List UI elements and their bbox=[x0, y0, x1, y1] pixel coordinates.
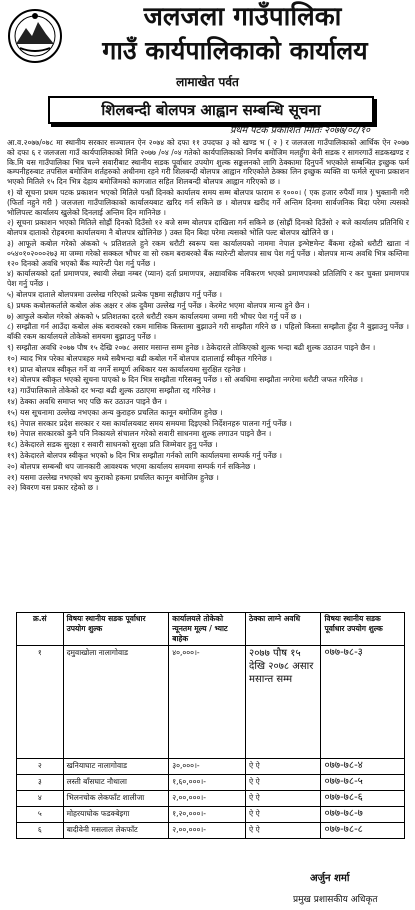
cell-period: ऐ ऐ bbox=[246, 759, 321, 775]
cell-serial: ४ bbox=[17, 791, 64, 807]
cell-road: मोहरयाघोक फडक्बेइगा bbox=[63, 807, 169, 823]
condition-18: १८) ठेकेदारले सडक सुरक्षा र सवारी साधनको सुरक्षा प्रति जिम्मेवार हुनु पर्नेछ । bbox=[7, 440, 218, 450]
condition-11: ११) प्राप्त बोलपत्र स्वीकृत गर्ने वा नगर्ने सम्पूर्ण अधिकार यस कार्यालयमा सुरक्षित रहनेछ । bbox=[7, 364, 246, 374]
cell-price: २,००,०००।- bbox=[169, 791, 246, 807]
cell-period: ऐ ऐ bbox=[246, 791, 321, 807]
header-tender-no: विषयः स्थानीय सडक पूर्वाधार उपयोग शुल्क bbox=[321, 613, 405, 646]
publish-date: प्रथम पटक प्रकाशित मितिः २०७७/०८/१० bbox=[230, 125, 371, 136]
cell-period: ऐ ऐ bbox=[246, 807, 321, 823]
cell-price: १,२०,०००।- bbox=[169, 807, 246, 823]
condition-3: ३) आफूले कबोल गरेको अंकको ५ प्रतिशतले हुने रकम धरौटी स्वरूप यस कार्यालयको नाममा नेपाल इन्भेष्टमेन्ट बैंकमा रहेको धरौटी खाता नं ०५४०१०२०००२७३ मा जम्मा गरेको सक्कल भौचर वा सो रकम बराबरको बैंक ग्यारेन्टी बोलपत्र साथ पेश गर्नु पर्नेछ । बोलपत्र मान्य अवधि भित्र कम्तिमा १२० दिनको अवधि भएको बैंक ग्यारेन्टी पेश गर्नु पर्नेछ । bbox=[7, 238, 409, 268]
municipality-name: जलजला गाउँपालिका bbox=[143, 2, 342, 32]
office-location: लामाखेत पर्वत bbox=[176, 75, 239, 89]
header-period: ठेक्का लाग्ने अवधि bbox=[246, 613, 321, 646]
cell-tender-no: ०७७-७८-७ bbox=[321, 807, 405, 823]
condition-22: २२) बिवरण यस प्रकार रहेको छ । bbox=[7, 483, 99, 493]
signatory-role: प्रमुख प्रशासकीय अधिकृत bbox=[293, 895, 378, 905]
cell-period: ऐ ऐ bbox=[246, 823, 321, 839]
cell-price: ३०,०००।- bbox=[169, 759, 246, 775]
condition-16: १६) नेपाल सरकार प्रदेश सरकार र यस कार्यालयबाट समय समयमा दिइएको निर्देशनहरु पालना गर्नु पर्नेछ । bbox=[7, 418, 292, 428]
table-row bbox=[17, 823, 405, 839]
cell-tender-no: ०७७-७८-५ bbox=[321, 775, 405, 791]
condition-2: २) सूचना प्रकाशन भएको मितिले सोह्रौं दिनको दिउँसो १२ बजे सम्म बोलपत्र दाखिला गर्न सकिने छ (सोह्रौं दिनको दिउँसो २ बजे कार्यालय प्रतिनिधि र बोलपत्र दाताको रोहबरमा कार्यालयमा नै बोलपत्र खोलिनेछ ) उक्त दिन बिदा परेमा त्यसको भोलि पल्ट बोलपत्र खोलिने छ । bbox=[7, 218, 409, 238]
cell-road: लस्ती बाँसघाट नौथाला bbox=[63, 775, 169, 791]
cell-road: दमुवाखोला नालागोवाड bbox=[63, 646, 169, 759]
table-row bbox=[17, 759, 405, 775]
office-name: गाउँ कार्यपालिकाको कार्यालय bbox=[102, 36, 368, 65]
condition-17: १७) नेपाल सरकारको कुनै पनि निकायले संचालन गरेको सवारी साधनमा शुल्क लगाउन पाइने छैन । bbox=[7, 429, 272, 439]
cell-price: २,००,०००।- bbox=[169, 823, 246, 839]
condition-9: ९) सम्झौता अवधि २०७७ पौष १५ देखि २०७८ असार मसान्त सम्म हुनेछ । ठेकेदारले तोकिएको शुल्क भन्दा बढी शुल्क उठाउन पाइने छैन । bbox=[7, 342, 376, 352]
notice-body bbox=[7, 138, 409, 494]
condition-15: १५) यस सूचनामा उल्लेख नभएका अन्य कुराहरु प्रचलित कानून बमोजिम हुनेछ । bbox=[7, 407, 223, 417]
condition-19: १९) ठेकेदारले बोलपत्र स्वीकृत भएको ७ दिन भित्र सम्झौता गर्नको लागि कार्यालयमा सम्पर्क गर्नु पर्नेछ । bbox=[7, 450, 282, 460]
table-row bbox=[17, 775, 405, 791]
condition-14: १४) ठेक्का अवधि समाप्त भए पछि कर उठाउन पाइने छैन । bbox=[7, 396, 167, 406]
signatory-name: अर्जुन शर्मा bbox=[310, 873, 350, 884]
intro-paragraph: आ.व.२०७७/०७८ मा स्थानीय सरकार सञ्चालन ऐन २०७४ को दफा ११ उपदफा ३ को खण्ड भ ( २ ) र जलजला गाउँपालिकाको आर्थिक ऐन २०७७ को दफा ६ र जलजला गाउँ कार्यपालिकाको मिति २०७७ /०४ /०४ गतेको कार्यपालिकाको निर्णय बमोजिम मलहुँगा बेनी सडक र सागरगाउँ सडकखण्ड र कि.मि यस गाउँपालिका भित्र चल्ने सवारीबाट स्थानीय सडक पूर्वाधार उपयोग शुल्क सङ्कलनको लागि ठेक्कामा दिनुपर्ने भएकोले सम्बन्धित इच्छुक फर्म कम्पनीहरुबाट तपसिल बमोजिम शर्तहरुको अधीनमा रहने गरी शिलबन्दी बोलपत्र आह्वान गरिएकोले ठेक्का लिन इच्छुक व्यक्ति वा फर्मले सूचना प्रकाशन भएको मितिले १५ दिन भित्र देहाय बमोजिमको कागजात सहित शिलबन्दी बोलपत्र आह्वान गरिएको छ । bbox=[7, 138, 409, 187]
cell-serial: ५ bbox=[17, 807, 64, 823]
condition-8: ८) सम्झौता गर्न आउँदा कबोल अंक बराबरको रकम मासिक किस्तामा बुझाउने गरी सम्झौता गरिने छ । पहिलो किस्ता सम्झौता हुँदा नै बुझाउनु पर्नेछ । बाँकी रकम कार्यालयले तोकेको समयमा बुझाउनु पर्नेछ । bbox=[7, 322, 409, 342]
cell-tender-no: ०७७-७८-८ bbox=[321, 823, 405, 839]
cell-serial: ६ bbox=[17, 823, 64, 839]
header-min-price: कार्यालयले तोकेको न्यूनतम मूल्य / भ्याट बाहेक bbox=[169, 613, 246, 646]
table-row bbox=[17, 791, 405, 807]
cell-road: बादीवेनी मसलाल लेकफाँट bbox=[63, 823, 169, 839]
condition-13: १३) गाउँपालिकाले तोकेको दर भन्दा बढी शुल्क उठाएमा सम्झौता रद्द गरिनेछ । bbox=[7, 386, 216, 396]
condition-5: ५) बोलपत्र दाताले बोलपत्रमा उल्लेख गरिएको प्रत्येक पृष्ठमा सहीछाप गर्नु पर्नेछ । bbox=[7, 289, 222, 299]
cell-serial: २ bbox=[17, 759, 64, 775]
cell-period: २०७७ पौष १५ देखि २०७८ असार मसान्त सम्म bbox=[246, 646, 321, 759]
condition-1: १) यो सूचना प्रथम पटक प्रकाशन भएको मितिले पन्ध्रौं दिनको कार्यालय समय सम्म बोलपत्र फाराम रु १०००। ( एक हजार रुपैयाँ मात्र ) भुक्तानी गरी (फिर्ता नहुने गरी ) जलजला गाउँपालिकाको कार्यालयबाट खरिद गर्न सकिने छ । बोलपत्र खरीद गर्ने अन्तिम दिनमा सार्वजनिक बिदा परेमा त्यसको भोलिपल्ट कार्यालय खुलेको दिनलाई अन्तिम दिन मानिनेछ । bbox=[7, 187, 409, 217]
table-row bbox=[17, 646, 405, 759]
tender-table bbox=[16, 612, 405, 839]
condition-10: १०) म्याद भित्र परेका बोलपत्रहरु मध्ये सबैभन्दा बढी कबोल गर्ने बोलपत्र दातालाई स्वीकृत गरिनेछ । bbox=[7, 353, 272, 363]
notice-title: शिलबन्दी बोलपत्र आह्वान सम्बन्धि सूचना bbox=[48, 96, 374, 124]
condition-12: १२) बोलपत्र स्वीकृत भएको सूचना पाएको ७ दिन भित्र सम्झौता गरिसक्नु पर्नेछ । सो अवधिमा सम्झौता नगरेमा धरौटी जफत गरिनेछ । bbox=[7, 375, 364, 385]
cell-tender-no: ०७७-७८-४ bbox=[321, 759, 405, 775]
table-header-row bbox=[17, 613, 405, 646]
cell-tender-no: ०७७-७८-६ bbox=[321, 791, 405, 807]
cell-price: १,६०,०००।- bbox=[169, 775, 246, 791]
condition-4: ४) कार्यालयको दर्ता प्रमाणपत्र, स्थायी लेखा नम्बर (प्यान) दर्ता प्रमाणपत्र, अद्यावधिक नविकरण भएको प्रमाणपत्रको प्रतिलिपि र कर चुक्ता प्रमाणपत्र पेश गर्नु पर्नेछ । bbox=[7, 269, 409, 289]
cell-period: ऐ ऐ bbox=[246, 775, 321, 791]
cell-tender-no: ०७७-७८-३ bbox=[321, 646, 405, 759]
header-road: विषयः स्थानीय सडक पूर्वाधार उपयोग शुल्क bbox=[63, 613, 169, 646]
cell-price: ४०,०००।- bbox=[169, 646, 246, 759]
cell-road: भिलनचोक लेकफाँट शालीजा bbox=[63, 791, 169, 807]
table-row bbox=[17, 807, 405, 823]
cell-serial: १ bbox=[17, 646, 64, 759]
condition-6: ६) प्रथक कबोलकर्ताले कबोल अंक अक्षर र अंक दुवैमा उल्लेख गर्नु पर्नेछ । केरमेट भएमा बोलपत्र मान्य हुने छैन । bbox=[7, 300, 310, 310]
cell-road: खनियाघाट नालागोवाड bbox=[63, 759, 169, 775]
condition-20: २०) बोलपत्र सम्बन्धी थप जानकारी आवश्यक भएमा कार्यालय समयमा सम्पर्क गर्न सकिनेछ । bbox=[7, 461, 256, 471]
condition-7: ७) आफुले कबोल गरेको अंकको ५ प्रतिशतका दरले धरौटी रकम कार्यालयमा जम्मा गरी भौचर पेश गर्नु पर्ने छ । bbox=[7, 311, 302, 321]
cell-serial: ३ bbox=[17, 775, 64, 791]
condition-21: २१) यसमा उल्लेख नभएको थप कुराको हकमा प्रचलित कानून बमोजिम हुनेछ । bbox=[7, 472, 219, 482]
header-serial: क्र.सं bbox=[17, 613, 64, 646]
